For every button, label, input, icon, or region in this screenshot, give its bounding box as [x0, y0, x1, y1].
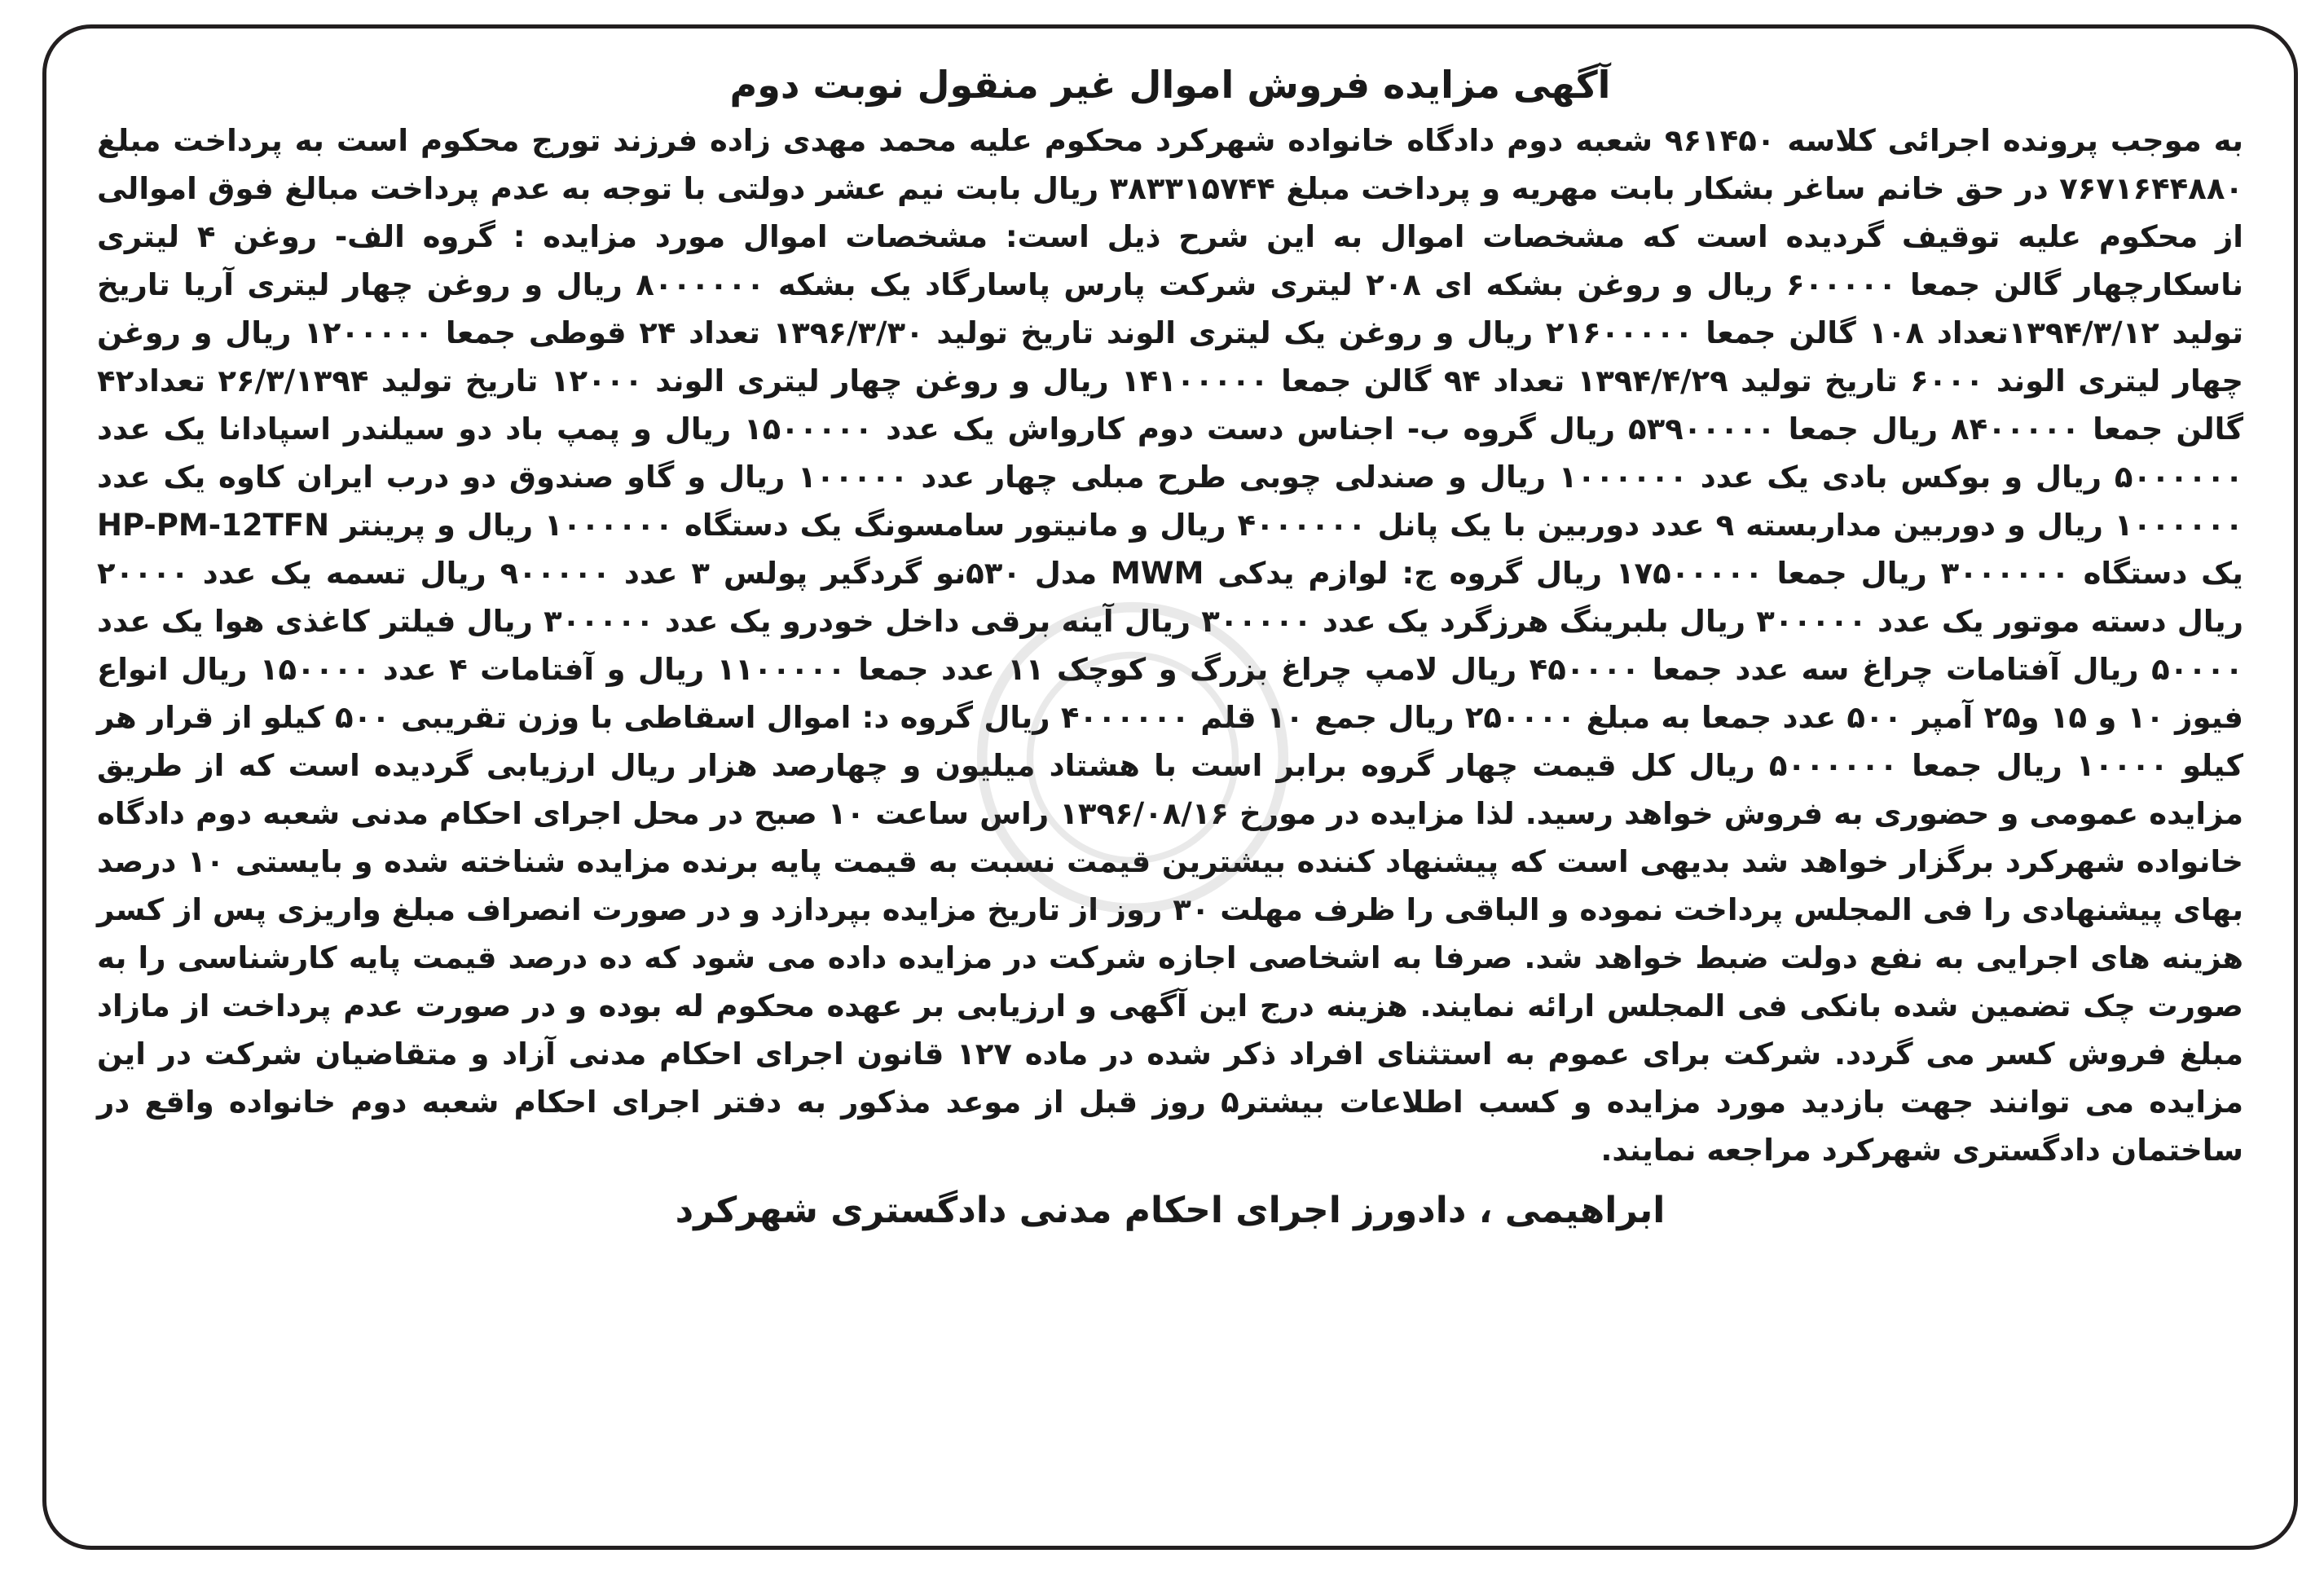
notice-title: آگهی مزایده فروش اموال غیر منقول نوبت دوم — [729, 63, 1611, 107]
notice-frame — [42, 24, 2298, 1550]
notice-body: به موجب پرونده اجرائی کلاسه ۹۶۱۴۵۰ شعبه دوم دادگاه خانواده شهرکرد محکوم علیه محمد مهدی زاده فرزند تورج محکوم است به پرداخت مبلغ ۷۶۷۱۶۴۴۸۸۰ در حق خانم ساغر بشکار بابت مهریه و پرداخت مبلغ ۳۸۳۳۱۵۷۴۴ ریال بابت نیم عشر دولتی با توجه به عدم پرداخت مبالغ فوق اموالی از محکوم علیه توقیف گردیده است که مشخصات اموال به این شرح ذیل است: مشخصات اموال مورد مزایده : گروه الف- روغن ۴ لیتری ناسکارچهار گالن جمعا ۶۰۰۰۰۰ ریال و روغن بشکه ای ۲۰۸ لیتری شرکت پارس پاسارگاد یک بشکه ۸۰۰۰۰۰۰ ریال و روغن چهار لیتری آریا تاریخ تولید ۱۳۹۴/۳/۱۲تعداد ۱۰۸ گالن جمعا ۲۱۶۰۰۰۰۰ ریال و روغن یک لیتری الوند تاریخ تولید ۱۳۹۶/۳/۳۰ تعداد ۲۴ قوطی جمعا ۱۲۰۰۰۰۰ ریال و روغن چهار لیتری الوند ۶۰۰۰ تاریخ تولید ۱۳۹۴/۴/۲۹ تعداد ۹۴ گالن جمعا ۱۴۱۰۰۰۰۰ ریال و روغن چهار لیتری الوند ۱۲۰۰۰ تاریخ تولید ۲۶/۳/۱۳۹۴ تعداد۴۲ گالن جمعا ۸۴۰۰۰۰۰ ریال جمعا ۵۳۹۰۰۰۰۰ ریال گروه ب- اجناس دست دوم کارواش یک عدد ۱۵۰۰۰۰۰ ریال و پمپ باد دو سیلندر اسپادانا یک عدد ۵۰۰۰۰۰۰ ریال و بوکس بادی یک عدد ۱۰۰۰۰۰۰ ریال و صندلی چوبی طرح مبلی چهار عدد ۱۰۰۰۰۰ ریال و گاو صندوق دو درب ایران کاوه یک عدد ۱۰۰۰۰۰۰ ریال و دوربین مداربسته ۹ عدد دوربین با یک پانل ۴۰۰۰۰۰۰ ریال و مانیتور سامسونگ یک دستگاه ۱۰۰۰۰۰۰ ریال و پرینتر HP-PM-12TFN یک دستگاه ۳۰۰۰۰۰۰ ریال جمعا ۱۷۵۰۰۰۰۰ ریال گروه ج: لوازم یدکی MWM مدل ۵۳۰نو گردگیر پولس ۳ عدد ۹۰۰۰۰۰ ریال تسمه یک عدد ۲۰۰۰۰ ریال دسته موتور یک عدد ۳۰۰۰۰۰ ریال بلبرینگ هرزگرد یک عدد ۳۰۰۰۰۰ ریال آینه برقی داخل خودرو یک عدد ۳۰۰۰۰۰ ریال فیلتر کاغذی هوا یک عدد ۵۰۰۰۰ ریال آفتامات چراغ سه عدد جمعا ۴۵۰۰۰۰ ریال لامپ چراغ بزرگ و کوچک ۱۱ عدد جمعا ۱۱۰۰۰۰۰ ریال و آفتامات ۴ عدد ۱۵۰۰۰۰ ریال انواع فیوز ۱۰ و ۱۵ و۲۵ آمپر ۵۰۰ عدد جمعا به مبلغ ۲۵۰۰۰۰ ریال جمع ۱۰ قلم ۴۰۰۰۰۰۰ ریال گروه د: اموال اسقاطی با وزن تقریبی ۵۰۰ کیلو از قرار هر کیلو ۱۰۰۰۰ ریال جمعا ۵۰۰۰۰۰۰ ریال کل قیمت چهار گروه برابر است با هشتاد میلیون و چهارصد هزار ریال ارزیابی گردیده است که از طریق مزایده عمومی و حضوری به فروش خواهد رسید. لذا مزایده در مورخ ۱۳۹۶/۰۸/۱۶ راس ساعت ۱۰ صبح در محل اجرای احکام مدنی شعبه دوم دادگاه خانواده شهرکرد برگزار خواهد شد بدیهی است که پیشنهاد کننده بیشترین قیمت نسبت به قیمت پایه برنده مزایده شناخته شده و بایستی ۱۰ درصد بهای پیشنهادی را فی المجلس پرداخت نموده و الباقی را ظرف مهلت ۳۰ روز از تاریخ مزایده بپردازد و در صورت انصراف مبلغ واریزی پس از کسر هزینه های اجرایی به نفع دولت ضبط خواهد شد. صرفا به اشخاصی اجازه شرکت در مزایده داده می شود که ده درصد قیمت پایه کارشناسی را به صورت چک تضمین شده بانکی فی المجلس ارائه نمایند. هزینه درج این آگهی و ارزیابی بر عهده محکوم له بوده و در صورت عدم پرداخت از مازاد مبلغ فروش کسر می گردد. شرکت برای عموم به استثنای افراد ذکر شده در ماده ۱۲۷ قانون اجرای احکام مدنی آزاد و متقاضیان شرکت در این مزایده می توانند جهت بازدید مورد مزایده و کسب اطلاعات بیشتر۵ روز قبل از موعد مذکور به دفتر اجرای احکام شعبه دوم خانواده واقع در ساختمان دادگستری شهرکرد مراجعه نمایند. — [97, 123, 2244, 1168]
notice-signature: ابراهیمی ، دادورز اجرای احکام مدنی دادگستری شهرکرد — [675, 1190, 1666, 1231]
